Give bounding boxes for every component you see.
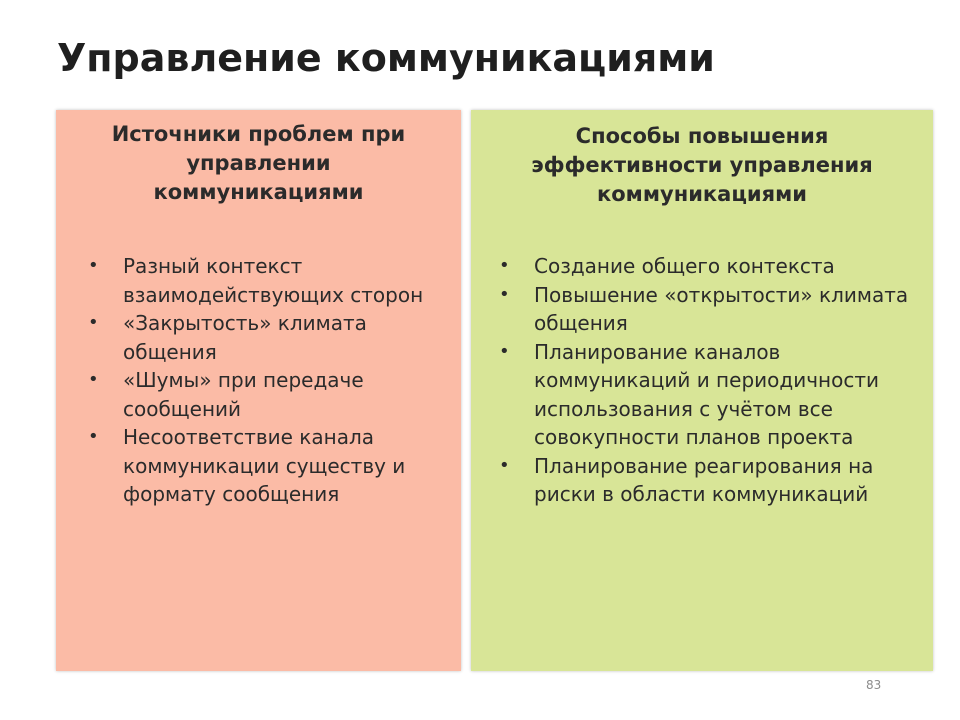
problem-sources-panel	[56, 110, 461, 671]
list-item	[497, 252, 927, 281]
page-number: 83	[866, 678, 882, 692]
list-item-text: Несоответствие канала коммуникации существу и формату сообщения	[123, 425, 406, 506]
bullet-icon: •	[499, 283, 510, 305]
list-item	[86, 309, 441, 366]
list-item-text: «Закрытость» климата общения	[123, 311, 367, 364]
list-item-text: Разный контекст взаимодействующих сторон	[123, 254, 424, 307]
bullet-icon: •	[88, 369, 99, 390]
list-item	[497, 338, 927, 452]
list-item-text: Планирование каналов коммуникаций и периодичности использования с учётом все совокупности планов проекта	[534, 339, 879, 449]
improvement-methods-heading: Способы повышения эффективности управления коммуникациями	[531, 124, 873, 206]
list-item	[86, 423, 441, 509]
slide-title: Управление коммуникациями	[57, 36, 715, 80]
list-item-text: Создание общего контекста	[534, 254, 835, 278]
bullet-icon: •	[499, 255, 510, 276]
bullet-icon: •	[499, 340, 510, 362]
list-item-text: Повышение «открытости» климата общения	[534, 282, 909, 335]
bullet-icon: •	[499, 454, 510, 476]
list-item	[86, 252, 441, 309]
bullet-icon: •	[88, 426, 99, 447]
list-item	[497, 281, 927, 338]
list-item	[497, 452, 927, 509]
problem-sources-list	[86, 252, 441, 509]
list-item	[86, 366, 441, 423]
list-item-text: «Шумы» при передаче сообщений	[123, 368, 364, 421]
improvement-methods-panel	[471, 110, 933, 671]
bullet-icon: •	[88, 312, 99, 333]
improvement-methods-list	[497, 252, 927, 509]
problem-sources-heading: Источники проблем при управлении коммуникациями	[111, 122, 406, 204]
list-item-text: Планирование реагирования на риски в области коммуникаций	[534, 453, 874, 506]
bullet-icon: •	[88, 255, 99, 276]
